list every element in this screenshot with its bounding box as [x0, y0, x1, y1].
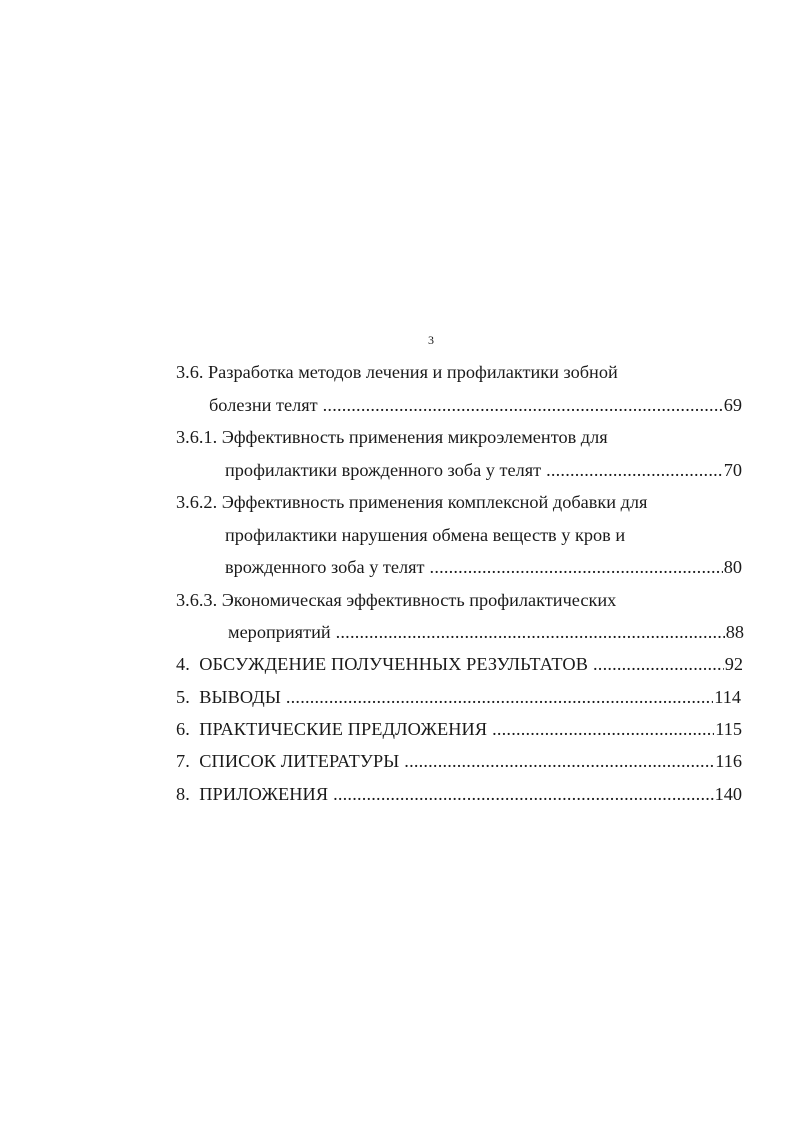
dot-leader [546, 458, 723, 482]
toc-entry-3-6[interactable] [176, 360, 656, 384]
toc-entry-6[interactable] [176, 717, 742, 741]
dot-leader [286, 685, 713, 709]
dot-leader [593, 652, 724, 676]
toc-entry-title: врожденного зоба у телят [225, 557, 425, 577]
toc-entry-page: 70 [723, 460, 742, 480]
toc-entry-title: мероприятий [228, 622, 331, 642]
toc-entry-title: болезни телят [209, 395, 318, 415]
toc-entry-page: 69 [723, 395, 742, 415]
toc-entry-3-6-2-cont2[interactable] [225, 555, 742, 579]
toc-entry-title: 3.6.1. Эффективность применения микроэлементов для [176, 427, 608, 447]
toc-entry-7[interactable] [176, 749, 742, 773]
toc-entry-title: 4. ОБСУЖДЕНИЕ ПОЛУЧЕННЫХ РЕЗУЛЬТАТОВ [176, 654, 589, 674]
toc-entry-page: 140 [714, 784, 742, 804]
toc-entry-3-6-1-cont[interactable] [225, 458, 742, 482]
toc-entry-5[interactable] [176, 685, 741, 709]
toc-entry-3-6-3-cont[interactable] [228, 620, 744, 644]
toc-entry-page: 80 [723, 557, 742, 577]
toc-entry-title: 3.6.3. Экономическая эффективность профилактических [176, 590, 617, 610]
dot-leader [323, 393, 723, 417]
toc-entry-title: 8. ПРИЛОЖЕНИЯ [176, 784, 329, 804]
dot-leader [333, 782, 713, 806]
dot-leader [336, 620, 725, 644]
toc-entry-page: 114 [714, 687, 741, 707]
toc-entry-title: профилактики нарушения обмена веществ у кров и [225, 525, 626, 545]
toc-entry-title: 3.6.2. Эффективность применения комплексной добавки для [176, 492, 648, 512]
toc-entry-page: 92 [724, 654, 743, 674]
dot-leader [404, 749, 714, 773]
toc-entry-title: 7. СПИСОК ЛИТЕРАТУРЫ [176, 751, 400, 771]
toc-entry-3-6-cont[interactable] [209, 393, 742, 417]
dot-leader [430, 555, 723, 579]
toc-entry-title: 6. ПРАКТИЧЕСКИЕ ПРЕДЛОЖЕНИЯ [176, 719, 488, 739]
toc-entry-title: 5. ВЫВОДЫ [176, 687, 281, 707]
page-number: 3 [428, 333, 434, 347]
toc-entry-page: 115 [715, 719, 742, 739]
toc-entry-3-6-2[interactable] [176, 490, 676, 514]
toc-entry-page: 88 [725, 622, 744, 642]
toc-entry-4[interactable] [176, 652, 743, 676]
dot-leader [492, 717, 714, 741]
toc-entry-page: 116 [715, 751, 742, 771]
toc-entry-3-6-2-cont[interactable] [225, 523, 675, 547]
toc-entry-title: 3.6. Разработка методов лечения и профилактики зобной [176, 362, 618, 382]
toc-entry-title: профилактики врожденного зоба у телят [225, 460, 542, 480]
toc-entry-3-6-1[interactable] [176, 425, 656, 449]
toc-entry-8[interactable] [176, 782, 742, 806]
toc-entry-3-6-3[interactable] [176, 588, 656, 612]
